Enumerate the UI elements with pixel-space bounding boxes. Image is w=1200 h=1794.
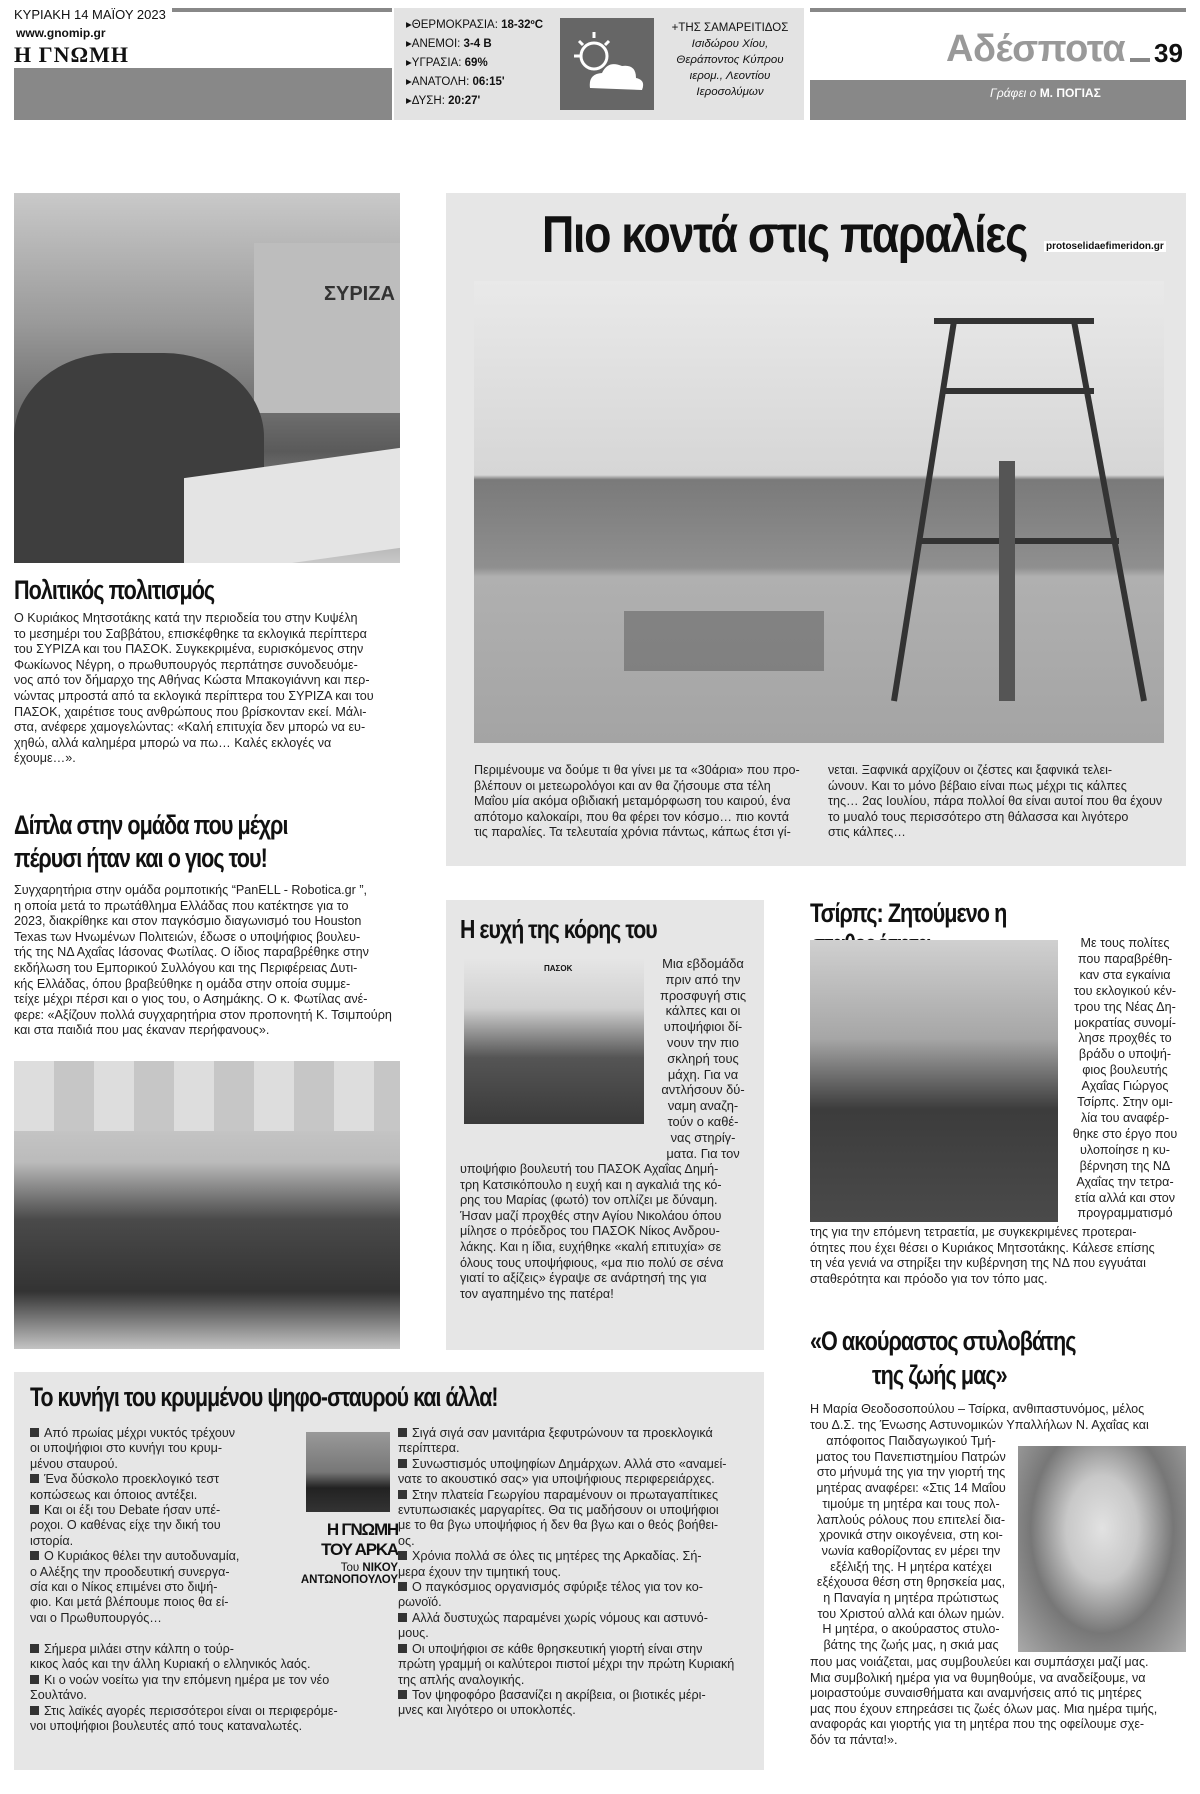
hunt-item: Ένα δύσκολο προεκλογικό τεστ κοπώσεως και όποιος αντέξει. [30,1472,220,1502]
text-line: ΠΑΣΟΚ, χαιρέτισε τους ανθρώπους που βρίσκονταν εκεί. Μάλι- [14,704,367,719]
text-line: νος από τον δήμαρχο της Αθήνας Κώστα Μπακογιάννη και περ- [14,673,370,688]
sunset-label: ΔΥΣΗ: [411,95,445,107]
bullet-square-icon [398,1690,407,1699]
bullet-square-icon [398,1428,407,1437]
text-line: το μεσημέρι του Σαββάτου, επισκέφθηκε τα εκλογικά περίπτερα [14,626,367,641]
text-line: ναμη αναζη- [667,1098,739,1114]
saint-line: Ιεροσολύμων [696,86,764,98]
text-line: όλους τους υποψήφιους, «μα πιο πολύ σε σένα [460,1255,724,1270]
text-line: Texas των Ηνωμένων Πολιτειών, έδωσε ο υποψήφιος βουλευ- [14,929,361,944]
text-line: προγραμματισμό [1077,1206,1173,1221]
header-gray-band-left [14,68,392,120]
text-line: η Παναγία η μητέρα πρώτιστως [823,1591,999,1606]
text-line: της… 2ας Ιουλίου, πάρα πολλοί θα είναι αυτοί που θα έχουν [828,794,1163,809]
mother-headline-line-2: της ζωής μας» [872,1360,1007,1390]
text-line: τον αγαπημένο της πατέρα! [460,1286,614,1301]
bullet-square-icon [30,1644,39,1653]
text-line: υλοποίησε η κυ- [1080,1142,1170,1157]
text-line: νωνία καθορίζοντας εν μέρει την [821,1543,1001,1558]
beaches-body-col-2 [828,763,1164,841]
robotics-headline-line-2: πέρυσι ήταν και ο γιος του! [14,843,267,873]
text-line: τις παραλίες. Τα τελευταία χρόνια πάντως, κάπως έτσι γί- [474,825,791,840]
text-line: μάχη. Για να [667,1066,739,1082]
daughter-box [446,900,764,1350]
bullet-square-icon [30,1505,39,1514]
text-line: καν στα εγκαίνια [1079,967,1171,982]
text-line: του Χριστού αλλά και όλων ημών. [817,1606,1005,1621]
text-line: μοιραστούμε συναισθήματα και αναμνήσεις από τις μητέρες [810,1686,1142,1701]
bullet-square-icon [30,1474,39,1483]
hunt-item: Και οι έξι του Debate ήσαν υπέ- ροχοι. Ο καθένας είχε την δική του ιστορία. [30,1503,221,1548]
text-line: βλέπουν οι μετεωρολόγοι και αν θα ζήσουμε στα τέλη [474,778,771,793]
text-line: που μας νοιάζεται, μας συμβουλεύει και συμπάσχει μαζί μας. [810,1655,1149,1669]
robotics-team-photo [14,1061,400,1349]
hunt-item: Οι υποψήφιοι σε κάθε θρησκευτική γιορτή είναι στην πρώτη γραμμή οι καλύτεροι πιστοί μέχρι την πρώτη Κυριακή της απλής αναλογικής. [398,1641,735,1687]
robotics-headline-line-1: Δίπλα στην ομάδα που μέχρι [14,810,288,840]
text-line: βάτης της ζωής μας, η σκιά μας [823,1638,999,1653]
hunt-item: Αλλά δυστυχώς παραμένει χωρίς νόμους και αστυνό- μους. [398,1610,708,1641]
hunt-headline: Το κυνήγι του κρυμμένου ψηφο-σταυρού και άλλα! [30,1382,498,1412]
daughter-body [460,1162,756,1302]
watermark: protoselidaefimeridon.gr [1046,241,1164,252]
text-line: Μια συμβολική ημέρα για να θυμηθούμε, να αναδείξουμε, να [810,1670,1146,1685]
text-line: Ο Κυριάκος Μητσοτάκης κατά την περιοδεία του στην Κυψέλη [14,611,358,625]
text-line: τιμούμε τη μητέρα και τους πολ- [822,1496,1000,1511]
hunt-left-column-wide [30,1642,402,1734]
hunt-item: Από πρωίας μέχρι νυκτός τρέχουν οι υποψήφιοι στο κυνήγι του κρυμ- μένου σταυρού. [30,1426,236,1471]
text-line: χρονικά στην οικογένεια, στη κοι- [819,1528,1003,1543]
text-line: Ήσαν μαζί προχθές στην Αγίου Νικολάου όπου [460,1208,722,1223]
wind-value: 3-4 B [463,38,492,50]
text-line: ότητες που έχει θέσει ο Κυριάκος Μητσοτάκης. Κάλεσε επίσης [810,1240,1155,1255]
text-line: στις κάλπες… [828,825,906,840]
bullet-square-icon [398,1582,407,1591]
text-line: Με τους πολίτες [1080,936,1170,950]
text-line: 2023, διακρίθηκε και στον παγκόσμιο διαγωνισμό του Houston [14,914,362,929]
text-line: χηθώ, αλλά καλημέρα μπορώ να πω… Καλές εκλογές να [14,735,332,750]
text-line: μοκρατίας συνομί- [1074,1015,1176,1030]
column-label [278,1520,398,1586]
text-line: Η μητέρα, ο ακούραστος στυλο- [822,1622,1000,1637]
bullet-square-icon [398,1613,407,1622]
text-line: κής Ελλάδας, όπου βραβεύθηκε η ομάδα στην οποία συμμε- [14,976,351,991]
mother-headline-line-1: «Ο ακούραστος στυλοβάτης [810,1326,1076,1356]
bullet-square-icon [398,1459,407,1468]
politics-body [14,611,406,767]
photo-sign-pasok: ΠΑΣΟΚ [544,964,573,973]
text-line: Περιμένουμε να δούμε τι θα γίνει με τα «30άρια» που προ- [474,763,800,777]
weather-readouts [406,16,543,111]
column-author [278,1562,398,1574]
hunt-box [14,1372,764,1770]
daughter-side-text [650,956,756,1161]
hunt-item: Ο παγκόσμιος οργανισμός σφύριξε τέλος για τον κο- ρωνοϊό. [398,1580,703,1610]
text-line: η οποία μετά το πρωτάθλημα Ελλάδας που κατέκτησε για το [14,898,349,913]
temperature-row: ▸ΘΕΡΜΟΚΡΑΣΙΑ: 18-32ºC [406,19,544,31]
sunrise-label: ΑΝΑΤΟΛΗ: [411,76,470,88]
bullet-square-icon [30,1706,39,1715]
website-link[interactable]: www.gnomip.gr [16,26,106,40]
page-number: 39 [1154,38,1183,68]
text-line: έχουμε…». [14,751,76,766]
text-line: λία του αναφέρ- [1080,1110,1170,1125]
beaches-body-col-1 [474,763,812,841]
text-line: ρης του Μαρίας (φωτό) τον οπλίζει με δύναμη. [460,1193,718,1208]
text-line: στα, ανέφερε χαμογελώντας: «Καλή επιτυχία δεν μπορώ να ευ- [14,720,366,735]
text-line: του Δ.Σ. της Ένωσης Αστυνομικών Υπαλλήλων Ν. Αχαΐας και [810,1417,1149,1432]
text-line: ματα. Για τον [666,1145,740,1161]
newspaper-logo: Η ΓΝΩΜΗ [14,42,129,67]
text-line: φερε: «Αξίζουν πολλά συγχαρητήρια στον προπονητή Κ. Τσιμπούρη [14,1007,392,1022]
author-first-name: ΝΙΚΟΥ [362,1562,398,1574]
mother-side-text [810,1434,1012,1654]
column-name-line-2: ΤΟΥ ΑΡΚΑ [321,1540,398,1559]
text-line: μίλησε ο πρόεδρος του ΠΑΣΟΚ Νίκος Ανδρου- [460,1224,720,1239]
tsirps-headline: Τσίρπς: Ζητούμενο η [810,898,1007,928]
text-line: αντλήσουν δύ- [661,1082,745,1098]
text-line: του εκλογικού κέν- [1073,983,1177,998]
text-line: τη νέα γενιά να στηρίξει την κυβέρνηση της ΝΔ που εγγυάται [810,1256,1146,1271]
text-line: σκληρή τους [667,1050,739,1066]
text-line: κάλπες και οι [665,1003,741,1019]
text-line: Αχαΐας την τετρα- [1076,1174,1174,1189]
text-line: τής της ΝΔ Αχαΐας Ιάσονας Φωτίλας. Ο ίδιος παραβρέθηκε στην [14,945,369,960]
text-line: φιος βουλευτής [1082,1063,1168,1078]
text-line: ώνουν. Και το μόνο βέβαιο είναι πως μέχρι τις κάλπες [828,778,1127,793]
temperature-label: ΘΕΡΜΟΚΡΑΣΙΑ: [411,19,498,31]
text-line: δόν τα πάντα!». [810,1732,898,1747]
tsirps-side-text [1064,936,1186,1222]
katsikopoulos-daughter-photo [464,958,644,1124]
hunt-item: Χρόνια πολλά σε όλες τις μητέρες της Αρκαδίας. Σή- μερα έχουν την τιμητική τους. [398,1549,702,1579]
text-line: θηκε στο έργο που [1072,1126,1178,1141]
tsirps-body [810,1225,1186,1287]
text-line: λάκης. Και η ίδια, ευχήθηκε «καλή επιτυχία» σε [460,1239,722,1254]
hunt-right-column [398,1426,750,1719]
text-line: βέρνηση της ΝΔ [1079,1158,1171,1173]
saint-line: +ΤΗΣ ΣΑΜΑΡΕΙΤΙΔΟΣ [671,22,789,34]
text-line: νας στηρίγ- [670,1129,736,1145]
saint-line: Θεράποντος Κύπρου [676,54,784,66]
section-dash [1130,58,1150,62]
text-line: εξέχουσα θέση στη θρησκεία μας, [816,1575,1006,1590]
column-name-line-1: Η ΓΝΩΜΗ [326,1520,398,1539]
text-line: εκδήλωση του Εμπορικού Συλλόγου και της Περιφέρειας Δυτι- [14,960,358,975]
lifeguard-tower-drawing [474,281,1164,743]
text-line: υποψήφιο βουλευτή του ΠΑΣΟΚ Αχαΐας Δημή- [460,1162,719,1176]
bullet-square-icon [30,1675,39,1684]
author-prefix: Του [340,1562,360,1574]
header-rule-right [810,8,1186,12]
text-line: τείχε μέχρι πέρσι και ο γιος του, ο Ασημάκης. Ο κ. Φωτίλας ανέ- [14,992,368,1007]
humidity-label: ΥΓΡΑΣΙΑ: [411,57,462,69]
hunt-item: Στις λαϊκές αγορές περισσότεροι είναι οι περιφερόμε- νοι υποψήφιοι βουλευτές από τους καταναλωτές. [30,1703,338,1734]
bullet-square-icon [398,1644,407,1653]
text-line: που παραβρέθη- [1077,951,1173,966]
text-line: νώντας μπροστά από τα εκλογικά περίπτερα του ΣΥΡΙΖΑ και του [14,688,374,703]
bullet-square-icon [398,1551,407,1560]
text-line: λαπλούς ρόλους που επιτελεί δια- [816,1512,1006,1527]
section-title: Αδέσποτα [946,28,1126,70]
text-line: Μαΐου μία ακόμα οβιδιακή μεταμόρφωση του καιρού, ένα [474,794,791,809]
text-line: στο μήνυμά της για την γιορτή της [816,1465,1006,1480]
text-line: Αχαΐας Γιώργος [1081,1079,1169,1094]
beach-lifeguard-photo [474,281,1164,743]
text-line: Συγχαρητήρια στην ομάδα ρομποτικής “PanELL - Robotica.gr ”, [14,883,368,897]
text-line: σταθερότητα και πρόοδο για τον τόπο μας. [810,1271,1048,1286]
sunset-row: ▸ΔΥΣΗ: 20:27' [406,95,481,107]
text-line: τούν ο καθέ- [667,1113,739,1129]
text-line: βράδυ ο υποψή- [1078,1047,1172,1062]
text-line: αναφοράς και γιορτής για τη μητέρα που της οφείλουμε σχε- [810,1717,1145,1732]
bullet-square-icon [398,1490,407,1499]
politics-headline: Πολιτικός πολιτισμός [14,575,215,605]
hunt-item: Ο Κυριάκος θέλει την αυτοδυναμία, ο Αλέξης την προοδευτική συνεργα- σία και ο Νίκος επιμένει στο διψή- φιο. Και μετά βλέπουμε ποιος θα εί- ναι ο Πρωθυπουργός… [30,1549,240,1625]
text-line: του ΣΥΡΙΖΑ και του ΠΑΣΟΚ. Συγκεκριμένα, ευρισκόμενος στην [14,642,364,657]
text-line: μητέρας αναφέρει: «Στις 14 Μαΐου [816,1481,1006,1496]
temperature-value: 18-32 [501,19,531,31]
saint-line: ιερομ., Λεοντίου [689,70,771,82]
hunt-item: Κι ο νοών νοείτω για την επόμενη ημέρα με τον νέο Σουλτάνο. [30,1672,330,1703]
saints-of-day [664,20,796,100]
tsirps-handshake-photo [810,940,1058,1222]
bullet-square-icon [30,1551,39,1560]
partly-cloudy-icon [560,18,654,110]
mother-body [810,1655,1186,1749]
byline-band [810,80,1186,120]
author-last-name: ΑΝΤΩΝΟΠΟΥΛΟΥ [300,1574,398,1586]
antonopoulos-portrait [306,1432,390,1512]
text-line: και στα παιδιά που μας έκαναν περήφανους». [14,1023,270,1038]
humidity-value: 69% [464,57,488,69]
text-line: προσφυγή στις [659,987,747,1003]
text-line: το μυαλό τους περισσότερο στη θάλασσα και λιγότερο [828,809,1129,824]
sunset-value: 20:27' [448,95,481,107]
wind-row: ▸ΑΝΕΜΟΙ: 3-4 B [406,38,492,50]
hunt-item: Τον ψηφοφόρο βασανίζει η ακρίβεια, οι βιοτικές μέρι- μνες και λιγότερο οι υποκλοπές. [398,1687,706,1718]
text-line: ματος του Πανεπιστημίου Πατρών [816,1449,1006,1464]
text-line: Η Μαρία Θεοδοσοπούλου – Τσίρκα, ανθιπαστυνόμος, μέλος [810,1402,1145,1416]
text-line: Φωκίωνος Νέγρη, ο πρωθυπουργός περπάτησε συνοδευόμε- [14,657,358,672]
text-line: Μια εβδομάδα [662,956,744,971]
hunt-item: Συνωστισμός υποψηφίων Δημάρχων. Αλλά στο «αναμεί- νατε το ακουστικό σας» για υποψήφιους περιφερειάρχες. [398,1456,727,1487]
mother-body-top [810,1402,1186,1433]
text-line: τρου της Νέας Δη- [1074,999,1176,1014]
wind-label: ΑΝΕΜΟΙ: [411,38,461,50]
text-line: τρη Κατσικόπουλο η ευχή και η αγκαλιά της κό- [460,1177,722,1192]
theodosopoulou-portrait [1018,1446,1186,1652]
beaches-box [446,193,1186,866]
text-line: εξέλιξή της. Η μητέρα κατέχει [830,1559,992,1574]
text-line: νεται. Ξαφνικά αρχίζουν οι ζέστες και ξαφνικά τελει- [828,763,1113,777]
issue-date: ΚΥΡΙΑΚΗ 14 ΜΑΪΟΥ 2023 [14,7,172,22]
text-line: υποψήφιοι δί- [663,1019,743,1035]
bullet-square-icon [30,1428,39,1437]
text-line: πριν από την [665,971,741,987]
text-line: Τσίρπς. Στην ομι- [1077,1095,1173,1110]
text-line: μας που έχουν επηρεάσει τις ζωές όλων μας. Μια ημέρα τιμής, [810,1701,1158,1716]
saint-line: Ισιδώρου Χίου, [691,38,769,50]
sunrise-value: 06:15' [472,76,505,88]
text-line: γιατί το αξίζεις» έγραψε σε ανάρτησή της για [460,1271,707,1286]
mitsotakis-photo [14,193,400,563]
text-line: ετία αλλά και στον [1074,1190,1176,1205]
text-line: νουν την πιο [667,1034,739,1050]
byline-author: Μ. ΠΟΓΙΑΣ [1039,86,1101,100]
text-line: απόφοιτος Παιδαγωγικού Τμή- [826,1434,996,1448]
photo-sign-syriza: ΣΥΡΙΖΑ [324,283,395,305]
hunt-item: Στην πλατεία Γεωργίου παραμένουν οι πρωταγαπίτικες εντυπωσιακές μαργαρίτες. Θα τις μαδήσουν οι υποψήφιοι με το θα βγω υποψήφιος ή δεν θα βγω και ο θεός βοήθει- ος. [398,1487,719,1548]
beaches-headline: Πιο κοντά στις παραλίες [542,206,1028,264]
text-line: απότομο καλοκαίρι, που θα φέρει τον κόσμο… πιο κοντά [474,809,789,824]
robotics-body [14,883,406,1039]
byline-prefix: Γράφει ο [990,86,1037,100]
temperature-unit: ºC [530,19,544,31]
sunrise-row: ▸ΑΝΑΤΟΛΗ: 06:15' [406,76,505,88]
hunt-item: Σήμερα μιλάει στην κάλπη ο τούρ- κικος λαός και την άλλη Κυριακή ο ελληνικός λαός. [30,1642,311,1672]
daughter-headline: Η ευχή της κόρης του [460,914,657,944]
text-line: λησε προχθές το [1078,1031,1172,1046]
hunt-left-column [30,1426,270,1626]
text-line: της για την επόμενη τετραετία, με συγκεκριμένες προτεραι- [810,1225,1137,1239]
hunt-item: Σιγά σιγά σαν μανιτάρια ξεφυτρώνουν τα προεκλογικά περίπτερα. [398,1426,713,1456]
humidity-row: ▸ΥΓΡΑΣΙΑ: 69% [406,57,488,69]
weather-box [394,8,804,120]
